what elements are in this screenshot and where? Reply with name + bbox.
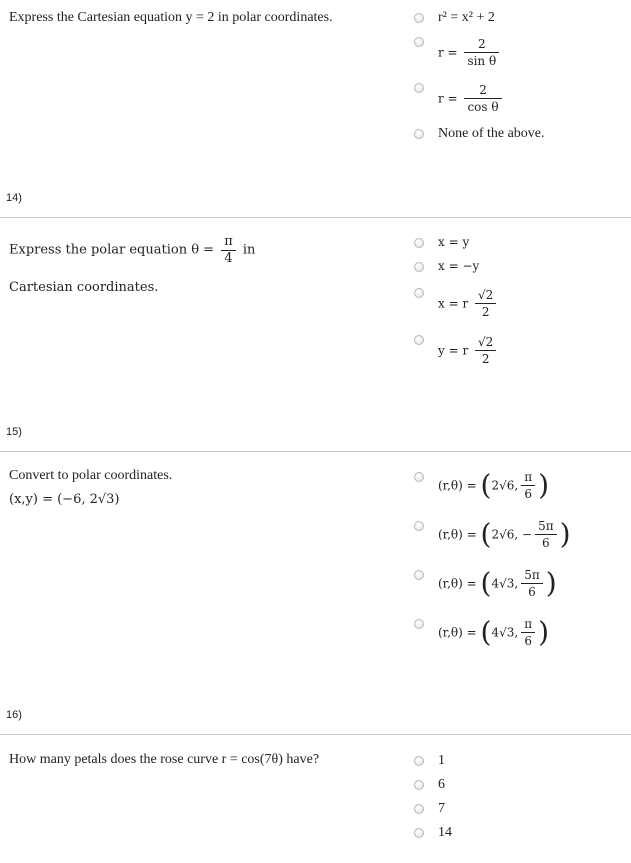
option-label: r² = x² + 2 xyxy=(438,10,495,25)
radio-button[interactable] xyxy=(414,619,424,629)
option-label: (r,θ) = (4√3, $\frac{\pi}{6}$ ) xyxy=(438,615,550,649)
radio-button[interactable] xyxy=(414,129,424,139)
radio-button[interactable] xyxy=(414,37,424,47)
question-15-prompt-line2: (x,y) = (−6, 2√3) xyxy=(9,492,120,507)
option-label: x = y xyxy=(438,235,470,249)
radio-button[interactable] xyxy=(414,804,424,814)
radio-button[interactable] xyxy=(414,828,424,838)
radio-button[interactable] xyxy=(414,288,424,298)
radio-button[interactable] xyxy=(414,238,424,248)
option-label: 7 xyxy=(438,801,445,816)
option-label: (r,θ) = (2√6, $\frac{\pi}{6}$ ) xyxy=(438,468,550,502)
option-label: x = −y xyxy=(438,259,480,273)
radio-button[interactable] xyxy=(414,262,424,272)
question-16-prompt: How many petals does the rose curve r = cos(7θ) have? xyxy=(9,752,320,767)
radio-button[interactable] xyxy=(414,13,424,23)
option-label: r = $\frac{2}{\text{sin θ}}$ xyxy=(438,36,502,69)
radio-button[interactable] xyxy=(414,335,424,345)
option-label: 14 xyxy=(438,825,452,840)
divider xyxy=(0,217,631,218)
question-number: 16) xyxy=(6,709,22,721)
radio-button[interactable] xyxy=(414,83,424,93)
question-number: 15) xyxy=(6,426,22,438)
question-15-prompt: Convert to polar coordinates. xyxy=(9,468,173,483)
option-label: r = $\frac{2}{\text{cos θ}}$ xyxy=(438,82,505,115)
divider xyxy=(0,734,631,735)
option-label: x = r $\frac{√2}{2}$ xyxy=(438,287,499,320)
divider xyxy=(0,451,631,452)
option-label: 6 xyxy=(438,777,445,792)
question-14-prompt: Express the polar equation θ = $\frac{\pi}{4}$ in xyxy=(9,234,256,266)
option-label: y = r $\frac{√2}{2}$ xyxy=(438,334,499,367)
radio-button[interactable] xyxy=(414,780,424,790)
option-label: (r,θ) = (4√3, $\frac{5\pi}{6}$ ) xyxy=(438,566,557,600)
option-label: (r,θ) = (2√6, − $\frac{5\pi}{6}$ ) xyxy=(438,517,571,551)
option-label: 1 xyxy=(438,753,445,768)
question-14-prompt-line2: Cartesian coordinates. xyxy=(9,280,159,295)
radio-button[interactable] xyxy=(414,521,424,531)
question-13-prompt: Express the Cartesian equation y = 2 in polar coordinates. xyxy=(9,10,333,25)
radio-button[interactable] xyxy=(414,756,424,766)
radio-button[interactable] xyxy=(414,570,424,580)
radio-button[interactable] xyxy=(414,472,424,482)
option-label: None of the above. xyxy=(438,126,545,141)
question-number: 14) xyxy=(6,192,22,204)
